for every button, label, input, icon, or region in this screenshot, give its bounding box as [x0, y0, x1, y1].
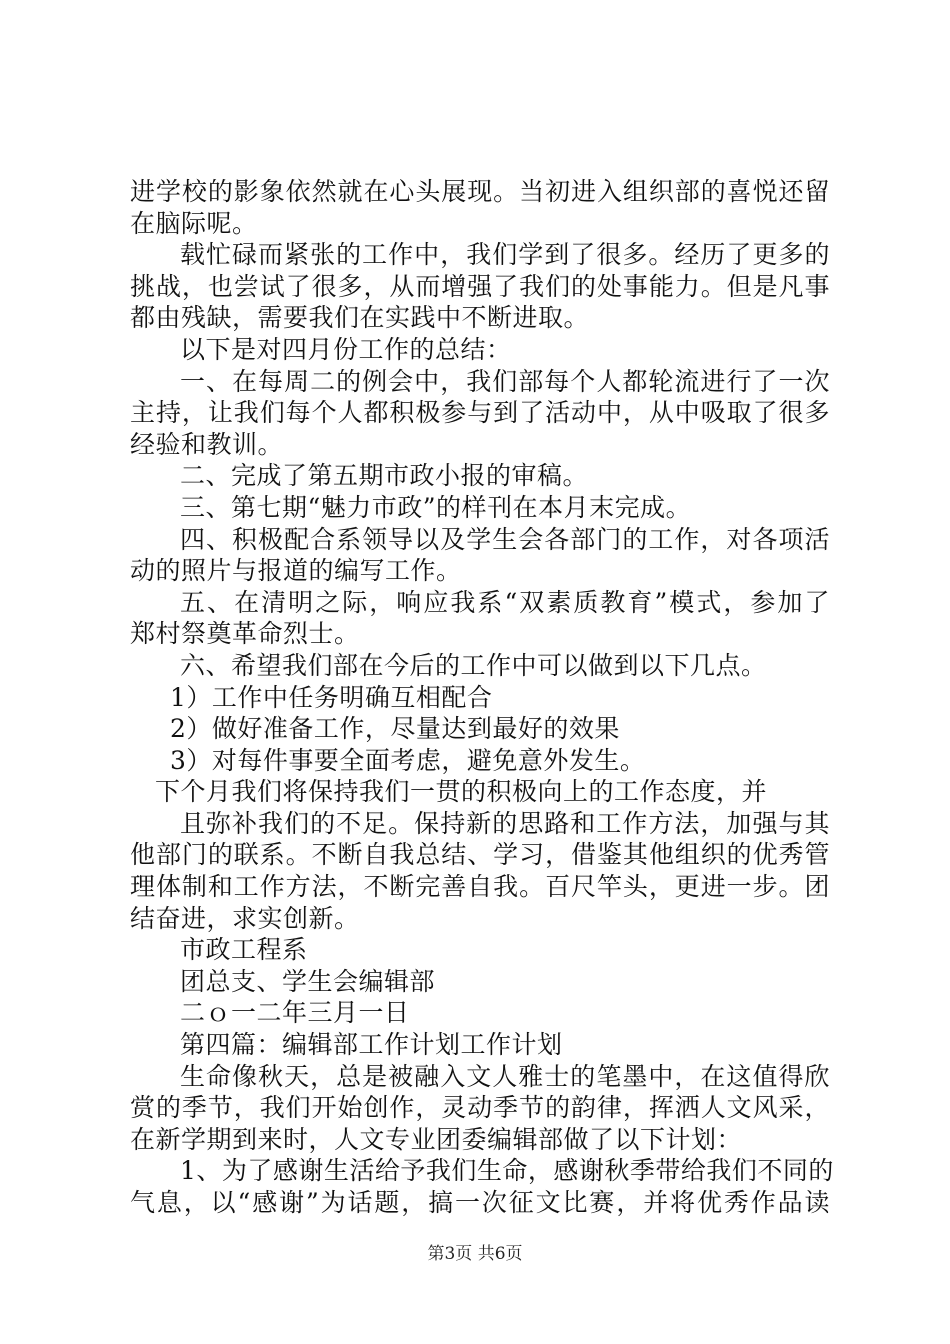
page-number-footer: 第3页 共6页 — [427, 1244, 523, 1264]
text-line: 市政工程系 — [180, 935, 308, 965]
text-line: 1）工作中任务明确互相配合 — [170, 682, 493, 712]
text-line: 在脑际呢。 — [130, 208, 258, 238]
text-line: 三、第七期“魅力市政”的样刊在本月末完成。 — [180, 492, 692, 522]
text-line: 经验和教训。 — [130, 429, 284, 459]
section-heading: 第四篇：编辑部工作计划工作计划 — [180, 1030, 563, 1060]
document-body — [130, 176, 834, 1219]
text-line: 以下是对四月份工作的总结： — [180, 334, 512, 364]
text-line: 二、完成了第五期市政小报的审稿。 — [180, 461, 589, 491]
text-line: 气息，以“感谢”为话题，搞一次征文比赛，并将优秀作品读 — [130, 1188, 830, 1217]
text-line: 下个月我们将保持我们一贯的积极向上的工作态度，并 — [155, 777, 768, 807]
text-line: 团总支、学生会编辑部 — [180, 966, 436, 996]
text-line: 一、在每周二的例会中，我们部每个人都轮流进行了一次 — [180, 366, 830, 396]
text-line: 他部门的联系。不断自我总结、学习，借鉴其他组织的优秀管 — [130, 840, 830, 870]
text-line: 生命像秋天，总是被融入文人雅士的笔墨中，在这值得欣 — [180, 1061, 830, 1091]
text-line: 主持，让我们每个人都积极参与到了活动中，从中吸取了很多 — [130, 398, 830, 428]
text-line: 理体制和工作方法，不断完善自我。百尺竿头，更进一步。团 — [130, 872, 830, 902]
text-line: 2）做好准备工作，尽量达到最好的效果 — [170, 714, 620, 744]
text-line: 六、希望我们部在今后的工作中可以做到以下几点。 — [180, 650, 767, 680]
text-line: 动的照片与报道的编写工作。 — [130, 556, 462, 586]
text-line: 赏的季节，我们开始创作，灵动季节的韵律，挥洒人文风采， — [130, 1093, 830, 1123]
text-line: 五、在清明之际，响应我系“双素质教育”模式，参加了 — [180, 587, 830, 617]
text-line: 挑战，也尝试了很多，从而增强了我们的处事能力。但是凡事 — [130, 271, 830, 301]
text-line: 1、为了感谢生活给予我们生命，感谢秋季带给我们不同的 — [180, 1156, 834, 1186]
text-line: 且弥补我们的不足。保持新的思路和工作方法，加强与其 — [180, 808, 830, 838]
text-line: 四、积极配合系领导以及学生会各部门的工作，对各项活 — [180, 524, 830, 554]
text-line: 都由残缺，需要我们在实践中不断进取。 — [130, 303, 590, 333]
text-line: 载忙碌而紧张的工作中，我们学到了很多。经历了更多的 — [180, 240, 830, 270]
text-line: 在新学期到来时，人文专业团委编辑部做了以下计划： — [130, 1124, 743, 1154]
text-line: 3）对每件事要全面考虑，避免意外发生。 — [170, 745, 646, 775]
text-line: 郑村祭奠革命烈士。 — [130, 619, 360, 649]
text-line: 结奋进，求实创新。 — [130, 903, 360, 933]
text-line: 进学校的影象依然就在心头展现。当初进入组织部的喜悦还留 — [130, 177, 830, 206]
text-line: 二ｏ一二年三月一日 — [180, 998, 410, 1028]
